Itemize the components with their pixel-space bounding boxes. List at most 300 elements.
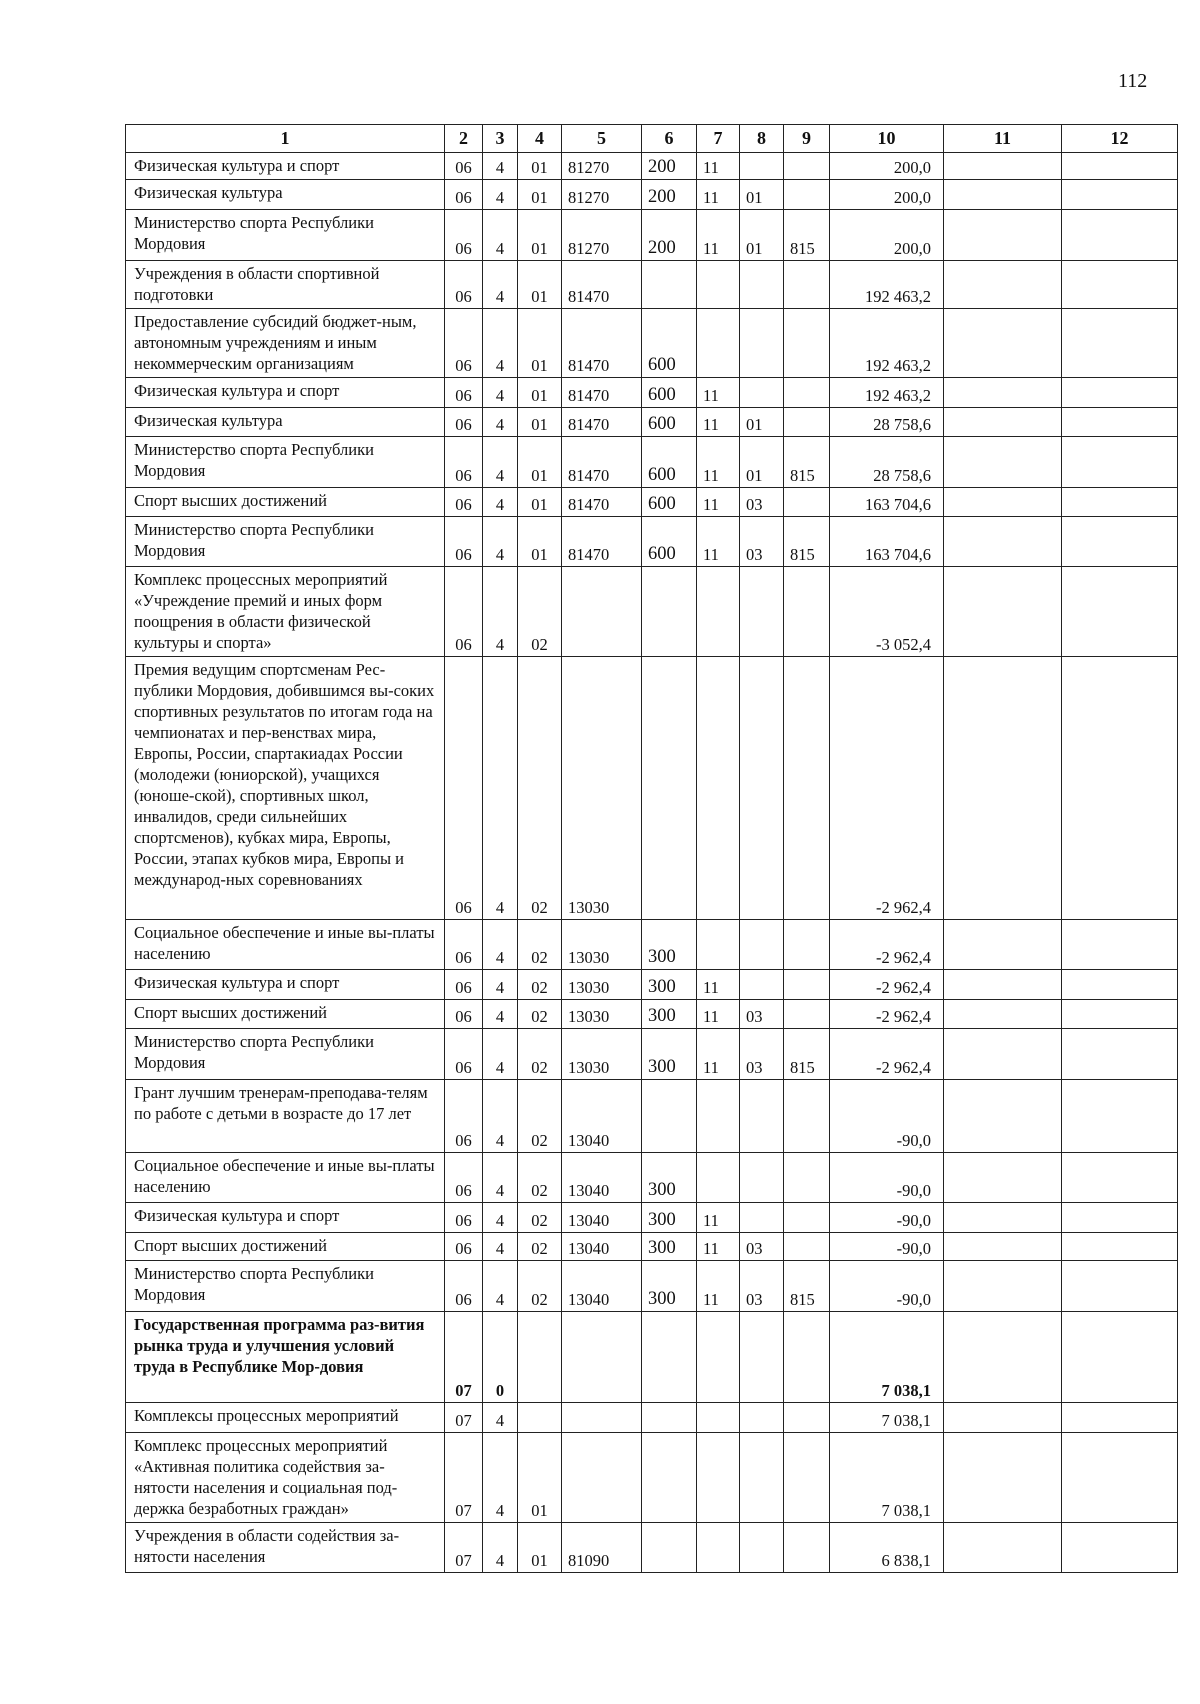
cell-col-6: 600 bbox=[642, 309, 697, 378]
row-name: Министерство спорта Республики Мордовия bbox=[126, 1261, 445, 1312]
cell-col-6: 300 bbox=[642, 970, 697, 1000]
cell-col-10: -90,0 bbox=[830, 1203, 944, 1233]
row-name: Государственная программа раз-вития рынка труда и улучшения условий труда в Республике Мор-довия bbox=[126, 1312, 445, 1403]
table-row bbox=[126, 408, 1178, 437]
cell-col-12 bbox=[1062, 1203, 1178, 1233]
cell-col-4: 02 bbox=[518, 1261, 562, 1312]
header-col-8: 8 bbox=[740, 125, 784, 153]
cell-col-2: 06 bbox=[445, 261, 483, 309]
table-row bbox=[126, 657, 1178, 920]
table-row bbox=[126, 1203, 1178, 1233]
cell-col-3: 4 bbox=[483, 1029, 518, 1080]
cell-col-10: -90,0 bbox=[830, 1233, 944, 1261]
cell-col-8 bbox=[740, 1080, 784, 1153]
cell-col-2: 06 bbox=[445, 488, 483, 517]
cell-col-2: 06 bbox=[445, 1029, 483, 1080]
cell-col-5: 13040 bbox=[562, 1261, 642, 1312]
cell-col-12 bbox=[1062, 261, 1178, 309]
cell-col-11 bbox=[944, 437, 1062, 488]
cell-col-9 bbox=[784, 1433, 830, 1523]
cell-col-6: 300 bbox=[642, 1233, 697, 1261]
cell-col-7 bbox=[697, 1523, 740, 1573]
cell-col-7: 11 bbox=[697, 210, 740, 261]
row-name: Предоставление субсидий бюджет-ным, автономным учреждениям и иным некоммерческим организациям bbox=[126, 309, 445, 378]
cell-col-2: 07 bbox=[445, 1312, 483, 1403]
cell-col-4: 01 bbox=[518, 517, 562, 567]
cell-col-10: -90,0 bbox=[830, 1261, 944, 1312]
cell-col-10: 28 758,6 bbox=[830, 437, 944, 488]
cell-col-2: 06 bbox=[445, 1203, 483, 1233]
cell-col-9 bbox=[784, 378, 830, 408]
header-col-4: 4 bbox=[518, 125, 562, 153]
cell-col-4: 02 bbox=[518, 1080, 562, 1153]
cell-col-10: 6 838,1 bbox=[830, 1523, 944, 1573]
cell-col-11 bbox=[944, 1233, 1062, 1261]
cell-col-3: 4 bbox=[483, 920, 518, 970]
cell-col-12 bbox=[1062, 1029, 1178, 1080]
cell-col-8: 03 bbox=[740, 488, 784, 517]
cell-col-4 bbox=[518, 1403, 562, 1433]
cell-col-10: 7 038,1 bbox=[830, 1312, 944, 1403]
cell-col-6: 300 bbox=[642, 1029, 697, 1080]
cell-col-12 bbox=[1062, 1523, 1178, 1573]
cell-col-8 bbox=[740, 1153, 784, 1203]
cell-col-7: 11 bbox=[697, 378, 740, 408]
cell-col-7: 11 bbox=[697, 517, 740, 567]
cell-col-5: 81270 bbox=[562, 210, 642, 261]
cell-col-4: 02 bbox=[518, 1029, 562, 1080]
cell-col-10: 192 463,2 bbox=[830, 261, 944, 309]
cell-col-2: 06 bbox=[445, 920, 483, 970]
cell-col-8 bbox=[740, 970, 784, 1000]
cell-col-6 bbox=[642, 657, 697, 920]
cell-col-2: 06 bbox=[445, 309, 483, 378]
header-col-1: 1 bbox=[126, 125, 445, 153]
cell-col-2: 06 bbox=[445, 1000, 483, 1029]
cell-col-11 bbox=[944, 1403, 1062, 1433]
cell-col-3: 4 bbox=[483, 1203, 518, 1233]
row-name: Премия ведущим спортсменам Рес-публики Мордовия, добившимся вы-соких спортивных результатов по итогам года на чемпионатах и пер-венствах мира, Европы, России, спартакиадах России (молодежи (юниорской), учащихся (юноше-ской), спортивных школ, инвалидов, среди сильнейших спортсменов), кубках мира, Европы, России, этапах кубков мира, Европы и международ-ных соревнованиях bbox=[126, 657, 445, 920]
cell-col-11 bbox=[944, 309, 1062, 378]
table-header bbox=[126, 125, 1178, 153]
cell-col-9 bbox=[784, 567, 830, 657]
cell-col-2: 07 bbox=[445, 1433, 483, 1523]
table-row bbox=[126, 567, 1178, 657]
cell-col-6 bbox=[642, 1523, 697, 1573]
cell-col-3: 4 bbox=[483, 1523, 518, 1573]
table-row bbox=[126, 517, 1178, 567]
cell-col-8: 03 bbox=[740, 1029, 784, 1080]
cell-col-4: 01 bbox=[518, 437, 562, 488]
cell-col-7: 11 bbox=[697, 970, 740, 1000]
cell-col-7 bbox=[697, 261, 740, 309]
cell-col-3: 4 bbox=[483, 1153, 518, 1203]
cell-col-2: 06 bbox=[445, 408, 483, 437]
cell-col-7: 11 bbox=[697, 1261, 740, 1312]
cell-col-3: 4 bbox=[483, 1000, 518, 1029]
row-name: Грант лучшим тренерам-преподава-телям по работе с детьми в возрасте до 17 лет bbox=[126, 1080, 445, 1153]
row-name: Физическая культура и спорт bbox=[126, 970, 445, 1000]
cell-col-12 bbox=[1062, 1233, 1178, 1261]
cell-col-4: 02 bbox=[518, 1203, 562, 1233]
cell-col-4: 01 bbox=[518, 1433, 562, 1523]
cell-col-2: 06 bbox=[445, 437, 483, 488]
cell-col-10: 163 704,6 bbox=[830, 488, 944, 517]
table-row bbox=[126, 1153, 1178, 1203]
cell-col-12 bbox=[1062, 437, 1178, 488]
cell-col-2: 06 bbox=[445, 180, 483, 210]
cell-col-8 bbox=[740, 1523, 784, 1573]
cell-col-2: 07 bbox=[445, 1523, 483, 1573]
cell-col-4: 01 bbox=[518, 309, 562, 378]
cell-col-6: 300 bbox=[642, 1000, 697, 1029]
cell-col-9: 815 bbox=[784, 210, 830, 261]
cell-col-12 bbox=[1062, 1403, 1178, 1433]
page-number: 112 bbox=[1118, 70, 1148, 92]
cell-col-12 bbox=[1062, 1080, 1178, 1153]
cell-col-7 bbox=[697, 309, 740, 378]
cell-col-3: 4 bbox=[483, 437, 518, 488]
cell-col-3: 4 bbox=[483, 309, 518, 378]
table-row bbox=[126, 1029, 1178, 1080]
cell-col-7: 11 bbox=[697, 1000, 740, 1029]
cell-col-5: 13030 bbox=[562, 1029, 642, 1080]
cell-col-3: 4 bbox=[483, 261, 518, 309]
cell-col-4: 02 bbox=[518, 1000, 562, 1029]
cell-col-5: 81470 bbox=[562, 488, 642, 517]
cell-col-9 bbox=[784, 261, 830, 309]
cell-col-5 bbox=[562, 1312, 642, 1403]
cell-col-7 bbox=[697, 920, 740, 970]
cell-col-6: 300 bbox=[642, 920, 697, 970]
cell-col-9 bbox=[784, 1000, 830, 1029]
cell-col-2: 06 bbox=[445, 378, 483, 408]
row-name: Комплексы процессных мероприятий bbox=[126, 1403, 445, 1433]
cell-col-7: 11 bbox=[697, 437, 740, 488]
cell-col-4: 01 bbox=[518, 408, 562, 437]
table-body bbox=[126, 153, 1178, 1573]
table-row bbox=[126, 1261, 1178, 1312]
cell-col-5 bbox=[562, 1403, 642, 1433]
cell-col-10: 192 463,2 bbox=[830, 309, 944, 378]
cell-col-12 bbox=[1062, 378, 1178, 408]
cell-col-2: 06 bbox=[445, 657, 483, 920]
cell-col-12 bbox=[1062, 567, 1178, 657]
cell-col-9 bbox=[784, 1203, 830, 1233]
cell-col-10: -2 962,4 bbox=[830, 920, 944, 970]
cell-col-11 bbox=[944, 1433, 1062, 1523]
cell-col-4: 01 bbox=[518, 378, 562, 408]
cell-col-11 bbox=[944, 210, 1062, 261]
cell-col-11 bbox=[944, 180, 1062, 210]
cell-col-10: -2 962,4 bbox=[830, 970, 944, 1000]
cell-col-7 bbox=[697, 1080, 740, 1153]
header-col-11: 11 bbox=[944, 125, 1062, 153]
cell-col-5 bbox=[562, 567, 642, 657]
cell-col-9 bbox=[784, 153, 830, 180]
cell-col-3: 4 bbox=[483, 153, 518, 180]
cell-col-8: 03 bbox=[740, 517, 784, 567]
cell-col-12 bbox=[1062, 210, 1178, 261]
cell-col-11 bbox=[944, 261, 1062, 309]
cell-col-2: 06 bbox=[445, 153, 483, 180]
cell-col-11 bbox=[944, 378, 1062, 408]
cell-col-5: 81470 bbox=[562, 261, 642, 309]
cell-col-10: -3 052,4 bbox=[830, 567, 944, 657]
cell-col-4: 01 bbox=[518, 153, 562, 180]
cell-col-7: 11 bbox=[697, 180, 740, 210]
table-row bbox=[126, 261, 1178, 309]
cell-col-10: 7 038,1 bbox=[830, 1433, 944, 1523]
table-row bbox=[126, 1233, 1178, 1261]
row-name: Комплекс процессных мероприятий «Активная политика содействия за-нятости населения и социальная под-держка безработных граждан» bbox=[126, 1433, 445, 1523]
row-name: Социальное обеспечение и иные вы-платы населению bbox=[126, 920, 445, 970]
cell-col-4: 01 bbox=[518, 1523, 562, 1573]
cell-col-8: 01 bbox=[740, 180, 784, 210]
cell-col-4: 02 bbox=[518, 567, 562, 657]
cell-col-6 bbox=[642, 1312, 697, 1403]
cell-col-7 bbox=[697, 1403, 740, 1433]
cell-col-3: 4 bbox=[483, 567, 518, 657]
cell-col-11 bbox=[944, 408, 1062, 437]
cell-col-5: 81090 bbox=[562, 1523, 642, 1573]
cell-col-8 bbox=[740, 1433, 784, 1523]
cell-col-6: 200 bbox=[642, 153, 697, 180]
cell-col-9 bbox=[784, 180, 830, 210]
cell-col-2: 06 bbox=[445, 210, 483, 261]
cell-col-7: 11 bbox=[697, 408, 740, 437]
cell-col-8 bbox=[740, 1312, 784, 1403]
cell-col-12 bbox=[1062, 657, 1178, 920]
cell-col-8 bbox=[740, 261, 784, 309]
cell-col-3: 4 bbox=[483, 1433, 518, 1523]
cell-col-3: 0 bbox=[483, 1312, 518, 1403]
cell-col-4 bbox=[518, 1312, 562, 1403]
table-row bbox=[126, 1000, 1178, 1029]
cell-col-7: 11 bbox=[697, 1029, 740, 1080]
cell-col-9 bbox=[784, 1080, 830, 1153]
cell-col-11 bbox=[944, 1080, 1062, 1153]
table-row bbox=[126, 309, 1178, 378]
cell-col-11 bbox=[944, 1029, 1062, 1080]
cell-col-5: 81470 bbox=[562, 309, 642, 378]
cell-col-10: 200,0 bbox=[830, 153, 944, 180]
row-name: Физическая культура и спорт bbox=[126, 1203, 445, 1233]
cell-col-9: 815 bbox=[784, 437, 830, 488]
cell-col-9 bbox=[784, 1312, 830, 1403]
cell-col-11 bbox=[944, 1312, 1062, 1403]
row-name: Спорт высших достижений bbox=[126, 488, 445, 517]
table-row bbox=[126, 1403, 1178, 1433]
header-col-2: 2 bbox=[445, 125, 483, 153]
cell-col-3: 4 bbox=[483, 210, 518, 261]
cell-col-2: 06 bbox=[445, 1233, 483, 1261]
cell-col-10: -2 962,4 bbox=[830, 657, 944, 920]
cell-col-6 bbox=[642, 567, 697, 657]
cell-col-3: 4 bbox=[483, 517, 518, 567]
cell-col-12 bbox=[1062, 180, 1178, 210]
cell-col-4: 02 bbox=[518, 1153, 562, 1203]
cell-col-6: 600 bbox=[642, 378, 697, 408]
cell-col-9 bbox=[784, 309, 830, 378]
cell-col-9 bbox=[784, 920, 830, 970]
cell-col-6: 600 bbox=[642, 517, 697, 567]
cell-col-11 bbox=[944, 517, 1062, 567]
cell-col-7: 11 bbox=[697, 1233, 740, 1261]
cell-col-5: 81470 bbox=[562, 378, 642, 408]
cell-col-6 bbox=[642, 1433, 697, 1523]
cell-col-2: 06 bbox=[445, 970, 483, 1000]
cell-col-10: 200,0 bbox=[830, 180, 944, 210]
cell-col-8 bbox=[740, 1403, 784, 1433]
cell-col-5: 13040 bbox=[562, 1203, 642, 1233]
cell-col-5: 81470 bbox=[562, 517, 642, 567]
cell-col-12 bbox=[1062, 517, 1178, 567]
cell-col-5: 13030 bbox=[562, 970, 642, 1000]
cell-col-10: 192 463,2 bbox=[830, 378, 944, 408]
cell-col-5 bbox=[562, 1433, 642, 1523]
cell-col-12 bbox=[1062, 1312, 1178, 1403]
cell-col-4: 02 bbox=[518, 1233, 562, 1261]
cell-col-3: 4 bbox=[483, 378, 518, 408]
cell-col-12 bbox=[1062, 488, 1178, 517]
cell-col-7 bbox=[697, 1433, 740, 1523]
cell-col-2: 06 bbox=[445, 1153, 483, 1203]
cell-col-6: 600 bbox=[642, 488, 697, 517]
cell-col-3: 4 bbox=[483, 408, 518, 437]
header-col-5: 5 bbox=[562, 125, 642, 153]
cell-col-12 bbox=[1062, 1153, 1178, 1203]
cell-col-10: 200,0 bbox=[830, 210, 944, 261]
cell-col-7: 11 bbox=[697, 153, 740, 180]
cell-col-12 bbox=[1062, 1433, 1178, 1523]
cell-col-10: -2 962,4 bbox=[830, 1000, 944, 1029]
cell-col-11 bbox=[944, 970, 1062, 1000]
cell-col-8 bbox=[740, 1203, 784, 1233]
cell-col-6: 200 bbox=[642, 180, 697, 210]
cell-col-9 bbox=[784, 1403, 830, 1433]
cell-col-8 bbox=[740, 309, 784, 378]
cell-col-7 bbox=[697, 567, 740, 657]
cell-col-9: 815 bbox=[784, 517, 830, 567]
table-row bbox=[126, 488, 1178, 517]
cell-col-8 bbox=[740, 657, 784, 920]
header-col-9: 9 bbox=[784, 125, 830, 153]
table-row bbox=[126, 970, 1178, 1000]
cell-col-4: 02 bbox=[518, 920, 562, 970]
cell-col-8 bbox=[740, 378, 784, 408]
cell-col-11 bbox=[944, 1261, 1062, 1312]
header-col-12: 12 bbox=[1062, 125, 1178, 153]
cell-col-3: 4 bbox=[483, 1403, 518, 1433]
cell-col-11 bbox=[944, 920, 1062, 970]
cell-col-6 bbox=[642, 1080, 697, 1153]
cell-col-10: 7 038,1 bbox=[830, 1403, 944, 1433]
cell-col-6: 300 bbox=[642, 1153, 697, 1203]
cell-col-11 bbox=[944, 1523, 1062, 1573]
cell-col-2: 06 bbox=[445, 1080, 483, 1153]
cell-col-4: 02 bbox=[518, 970, 562, 1000]
cell-col-12 bbox=[1062, 1261, 1178, 1312]
cell-col-10: -90,0 bbox=[830, 1080, 944, 1153]
cell-col-8: 03 bbox=[740, 1233, 784, 1261]
header-row bbox=[126, 125, 1178, 153]
cell-col-2: 06 bbox=[445, 517, 483, 567]
cell-col-5: 13040 bbox=[562, 1080, 642, 1153]
cell-col-9 bbox=[784, 1523, 830, 1573]
cell-col-2: 06 bbox=[445, 567, 483, 657]
cell-col-5: 81470 bbox=[562, 408, 642, 437]
table-row bbox=[126, 1312, 1178, 1403]
table-row bbox=[126, 1080, 1178, 1153]
cell-col-3: 4 bbox=[483, 1233, 518, 1261]
row-name: Физическая культура bbox=[126, 408, 445, 437]
table-row bbox=[126, 210, 1178, 261]
cell-col-5: 13040 bbox=[562, 1233, 642, 1261]
cell-col-12 bbox=[1062, 408, 1178, 437]
cell-col-3: 4 bbox=[483, 1261, 518, 1312]
header-col-7: 7 bbox=[697, 125, 740, 153]
row-name: Комплекс процессных мероприятий «Учреждение премий и иных форм поощрения в области физической культуры и спорта» bbox=[126, 567, 445, 657]
cell-col-4: 01 bbox=[518, 488, 562, 517]
cell-col-8 bbox=[740, 153, 784, 180]
table-row bbox=[126, 180, 1178, 210]
cell-col-5: 13040 bbox=[562, 1153, 642, 1203]
cell-col-11 bbox=[944, 488, 1062, 517]
cell-col-8: 01 bbox=[740, 408, 784, 437]
row-name: Министерство спорта Республики Мордовия bbox=[126, 1029, 445, 1080]
table-row bbox=[126, 153, 1178, 180]
cell-col-4: 01 bbox=[518, 261, 562, 309]
cell-col-12 bbox=[1062, 1000, 1178, 1029]
cell-col-4: 01 bbox=[518, 180, 562, 210]
cell-col-9 bbox=[784, 657, 830, 920]
cell-col-10: -2 962,4 bbox=[830, 1029, 944, 1080]
cell-col-12 bbox=[1062, 153, 1178, 180]
cell-col-9: 815 bbox=[784, 1029, 830, 1080]
cell-col-10: -90,0 bbox=[830, 1153, 944, 1203]
cell-col-7 bbox=[697, 1312, 740, 1403]
cell-col-11 bbox=[944, 657, 1062, 920]
cell-col-9: 815 bbox=[784, 1261, 830, 1312]
cell-col-11 bbox=[944, 153, 1062, 180]
cell-col-9 bbox=[784, 408, 830, 437]
cell-col-6: 300 bbox=[642, 1261, 697, 1312]
table-row bbox=[126, 378, 1178, 408]
cell-col-8: 01 bbox=[740, 437, 784, 488]
cell-col-3: 4 bbox=[483, 180, 518, 210]
row-name: Учреждения в области спортивной подготовки bbox=[126, 261, 445, 309]
cell-col-12 bbox=[1062, 309, 1178, 378]
cell-col-9 bbox=[784, 1153, 830, 1203]
cell-col-7 bbox=[697, 657, 740, 920]
cell-col-7 bbox=[697, 1153, 740, 1203]
budget-table bbox=[125, 124, 1178, 1573]
cell-col-11 bbox=[944, 567, 1062, 657]
row-name: Спорт высших достижений bbox=[126, 1233, 445, 1261]
cell-col-9 bbox=[784, 970, 830, 1000]
cell-col-2: 06 bbox=[445, 1261, 483, 1312]
cell-col-6 bbox=[642, 1403, 697, 1433]
cell-col-4: 02 bbox=[518, 657, 562, 920]
cell-col-10: 28 758,6 bbox=[830, 408, 944, 437]
cell-col-5: 81270 bbox=[562, 180, 642, 210]
cell-col-8: 01 bbox=[740, 210, 784, 261]
cell-col-5: 13030 bbox=[562, 657, 642, 920]
cell-col-11 bbox=[944, 1203, 1062, 1233]
row-name: Министерство спорта Республики Мордовия bbox=[126, 437, 445, 488]
table-row bbox=[126, 920, 1178, 970]
